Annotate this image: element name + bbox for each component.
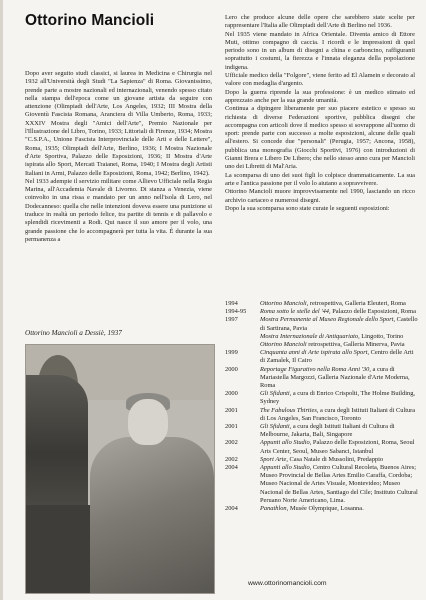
exhibition-title: Ottorino Mancioli	[260, 300, 307, 307]
exhibition-text	[260, 308, 420, 316]
exhibition-details: , Palazzo delle Esposizioni, Roma, Seoul Arts Center, Seoul, Museo Sabanci, Istanbul	[260, 439, 415, 455]
bio-paragraph: Nel 1933 adempie il servizio militare come Allievo Ufficiale nella Regia Marina, all'Accademia Navale di Livorno. Di stanza a Venezia, viene coinvolto in una rissa e mandato per un anno nell'isola di Lero, nel Dodecanneso: quella che nelle intenzioni doveva essere una punizione si traduce in realtà un periodo felice, tra partite di tennis e di pallavolo e splendidi ricevimenti a Rodi. Qui nasce il suo amore per il volo, una grande passione che lo accompagnerà per tutta la vita. È durante la sua permanenza a	[25, 177, 212, 243]
photo-figure	[90, 437, 214, 594]
exhibition-text	[260, 456, 420, 464]
exhibition-details: , a cura degli Istituti Italiani di Cultura di Melbourne, Jakarta, Bali, Singapore	[260, 423, 395, 439]
bio-paragraph: Dopo aver seguito studi classici, si laurea in Medicina e Chirurgia nel 1932 all'Università degli Studi "La Sapienza" di Roma. Giovanissimo, prende parte a mostre nazionali ed internazionali, venendo spesso citato nella stampa dell'epoca come un giovane artista da seguire con attenzione (Olimpiadi dell'Arte, Los Angeles, 1932; III Mostra della Gioventù Fascista Romana, Aranciera di Villa Umberto, Roma, 1933; XXXIV Mostra degli "Amici dell'Arte", Premio Nazionale per l'Illustrazione del Libro, Torino, 1933; Littoriali di Firenze, 1934; Mostra "C.S.P.A., Unione Fascista Interprovinciale delle Arti e delle Lettere", Roma, 1935; Olimpiadi dell'Arte, Berlino, 1936; I Mostra Nazionale d'Arte Sportiva, Palazzo delle Esposizioni, 1936; II Mostra d'Arte ispirata allo Sport, Mercati Traianei, Roma, 1940; I Mostra degli Artisti Italiani in Armi, Palazzo delle Esposizioni, Roma, 1942; Berlino, 1942).	[25, 70, 212, 177]
exhibition-title: The Fabulous Thirties	[260, 406, 317, 414]
bio-paragraph: La scomparsa di uno dei suoi figli lo colpisce drammaticamente. La sua arte e l'antica passione per il volo lo aiutano a sopravvivere.	[225, 171, 415, 187]
exhibition-year: 1999	[225, 349, 238, 357]
exhibition-row	[225, 349, 420, 365]
bio-paragraph: Ottorino Mancioli muore improvvisamente nel 1990, lasciando un ricco archivio cartaceo e numerosi disegni.	[225, 188, 415, 204]
exhibition-details: retrospettiva, Galleria Minerva, Pavia	[306, 341, 405, 349]
exhibition-details: , Palazzo delle Esposizioni, Roma	[329, 308, 416, 316]
photo-caption: Ottorino Mancioli a Dessiè, 1937	[25, 329, 122, 337]
exhibition-title: Mostra Internazionale di Antiquariato	[260, 332, 359, 340]
right-column	[225, 14, 415, 213]
photo-figure-head	[128, 399, 168, 445]
exhibition-text	[260, 300, 420, 308]
exhibition-text	[260, 505, 420, 513]
exhibition-details: , Musée Olympique, Losanna.	[286, 505, 364, 513]
exhibition-details: , Centro Cultural Recoleta, Buenos Aires; Museo Provincial de Bellas Artes Emilio Caraffa, Cordoba; Museo Nacional de Artes Visuale, Montevideo; Museo Nacional de Bellas Artes, Santiago del Cile; Instituto Cultural Peruano Norte Americano, Lima.	[260, 464, 418, 504]
exhibition-details: , Casa Natale di Mussolini, Predappio	[286, 455, 384, 463]
exhibition-title: Appunti allo Studio	[260, 439, 310, 447]
exhibition-row	[225, 439, 420, 455]
exhibition-year: 2001	[225, 423, 238, 431]
exhibition-text	[260, 333, 420, 341]
exhibition-details: , Lingotto, Torino	[358, 332, 404, 340]
exhibition-row	[225, 300, 420, 308]
exhibition-title: Cinquanta anni di Arte ispirata allo Sport	[260, 349, 368, 357]
exhibition-year	[225, 341, 260, 349]
exhibition-year: 2000	[225, 390, 238, 398]
website-url[interactable]: www.ottorinomancioli.com	[248, 580, 327, 587]
exhibition-row	[225, 341, 420, 349]
exhibition-year: 2001	[225, 406, 238, 414]
exhibition-year: 1994-95	[225, 308, 247, 316]
exhibition-year	[225, 333, 260, 341]
photo-foliage	[26, 375, 88, 505]
exhibition-year: 1997	[225, 316, 238, 324]
exhibition-title: Mostra Permanente al Museo Regionale dello Sport	[260, 316, 394, 324]
exhibition-text	[260, 349, 420, 365]
exhibition-title: Ottorino Mancioli	[260, 341, 307, 349]
exhibition-row	[225, 505, 420, 513]
exhibition-row	[225, 316, 420, 332]
bio-paragraph: Lero che produce alcune delle opere che sarebbero state scelte per rappresentare l'Italia alle Olimpiadi dell'Arte di Berlino nel 1936.	[225, 14, 415, 30]
exhibition-title: Reportage Figurativo nella Roma Anni '30	[260, 365, 370, 373]
exhibition-row	[225, 390, 420, 406]
exhibition-row	[225, 456, 420, 464]
exhibition-row	[225, 423, 420, 439]
exhibition-text	[260, 464, 420, 505]
exhibition-title: Gli Sfidanti	[260, 423, 290, 431]
exhibition-row	[225, 407, 420, 423]
bio-paragraph: Dopo la guerra riprende la sua professione: è un medico stimato ed apprezzato anche per la sua grande umanità.	[225, 88, 415, 104]
exhibition-title: Panathlon	[260, 505, 287, 513]
portrait-photo	[25, 344, 215, 594]
exhibition-text	[260, 439, 420, 455]
exhibition-details: , retrospettiva, Galleria Eleuteri, Roma	[306, 300, 406, 307]
exhibition-details: , a cura di Enrico Crispolti, The Holme Building, Sydney	[260, 390, 416, 406]
exhibition-year: 1994	[225, 300, 238, 307]
exhibition-text	[260, 316, 420, 332]
exhibition-text	[260, 423, 420, 439]
exhibition-year: 2000	[225, 365, 238, 373]
left-column	[25, 70, 212, 244]
exhibition-year: 2004	[225, 464, 238, 472]
exhibition-text	[260, 407, 420, 423]
exhibition-year: 2002	[225, 455, 238, 463]
exhibition-details: , Centro delle Arti di Zamalek, Il Cairo	[260, 349, 414, 365]
exhibition-details: , a cura di Mariastella Margozzi, Galleria Nazionale d'Arte Moderna, Roma	[260, 365, 410, 390]
exhibition-details: , Castello di Sartirana, Pavia	[260, 316, 418, 332]
exhibition-text	[260, 366, 420, 391]
exhibition-title: Gli Sfidanti	[260, 390, 290, 398]
exhibition-details: , a cura degli Istituti Italiani di Cultura di Los Angeles, San Francisco, Toronto	[260, 406, 416, 422]
exhibition-year: 2002	[225, 439, 238, 447]
page-fold	[0, 0, 3, 600]
bio-paragraph: Nel 1935 viene mandato in Africa Orientale. Diventa amico di Ettore Muti, ottimo compagno di caccia. I ricordi e le impressioni di quel periodo sono in un album di disegni a china e carboncino, raffiguranti soprattutto i costumi, la fierezza e l'innata eleganza della popolazione indigena.	[225, 30, 415, 71]
bio-paragraph: Dopo la sua scomparsa sono state curate le seguenti esposizioni:	[225, 204, 390, 212]
exhibition-row	[225, 366, 420, 391]
exhibition-row	[225, 464, 420, 505]
exhibition-text	[260, 390, 420, 406]
exhibition-row	[225, 308, 420, 316]
exhibition-list	[225, 300, 420, 513]
exhibition-year: 2004	[225, 505, 238, 513]
exhibition-text	[260, 341, 420, 349]
page-title: Ottorino Mancioli	[25, 12, 155, 29]
bio-paragraph: Ufficiale medico della "Folgore", viene ferito ad El Alamein e decorato al valore con medaglia d'argento.	[225, 72, 415, 88]
exhibition-title: Sport Arte	[260, 455, 287, 463]
exhibition-row	[225, 333, 420, 341]
exhibition-title: Roma sotto le stelle del '44	[260, 308, 329, 316]
exhibition-title: Appunti allo Studio	[260, 464, 310, 472]
bio-paragraph: Continua a dipingere liberamente per suo piacere estetico e spesso su richiesta di diverse Federazioni sportive, pubblica disegni che accompagna con articoli dove il medico spesso si sovrappone all'uomo di sport: prende parte con successo a molte esposizioni, alcune delle quali all'estero. Si concede due "personali" (Perugia, 1957; Ancona, 1958), pubblica una monografia (Giocchi Sportivi, 1976) con introduzioni di Gianni Brera e Libero De Libero; che nello stesso anno cura per Mancioli uno dei Libretti di Mal'Aria.	[225, 105, 415, 171]
